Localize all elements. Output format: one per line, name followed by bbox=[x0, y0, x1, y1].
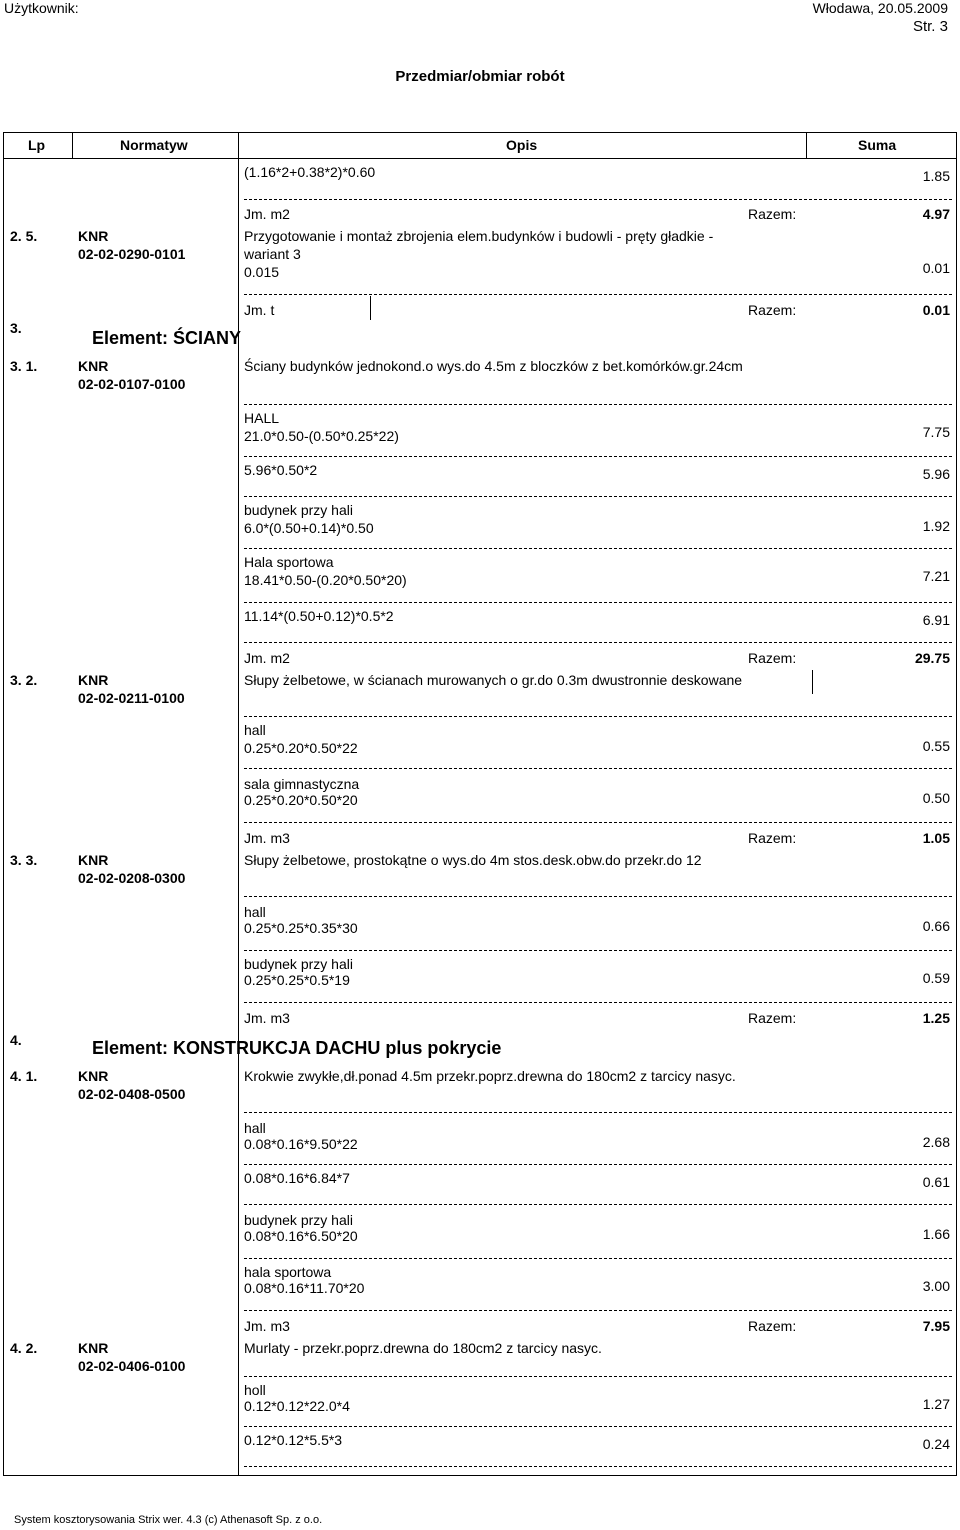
item-value: 0.01 bbox=[922, 260, 950, 276]
position-description-cont: wariant 3 bbox=[244, 246, 301, 262]
row-separator bbox=[244, 768, 952, 769]
position-knr: KNR bbox=[78, 228, 109, 244]
unit: Jm. m3 bbox=[244, 1318, 290, 1334]
formula: 0.25*0.20*0.50*20 bbox=[244, 792, 358, 808]
item-value: 3.00 bbox=[922, 1278, 950, 1294]
formula: 11.14*(0.50+0.12)*0.5*2 bbox=[244, 608, 394, 624]
position-knr: KNR bbox=[78, 358, 109, 374]
item-value: 1.92 bbox=[922, 518, 950, 534]
item-value: 7.21 bbox=[922, 568, 950, 584]
position-lp: 3. 2. bbox=[10, 672, 38, 688]
page-title: Przedmiar/obmiar robót bbox=[395, 68, 565, 85]
position-knr: KNR bbox=[78, 1340, 109, 1356]
item-value: 0.50 bbox=[922, 790, 950, 806]
total-value: 7.95 bbox=[922, 1318, 950, 1334]
total-value: 29.75 bbox=[914, 650, 950, 666]
formula: 0.08*0.16*11.70*20 bbox=[244, 1280, 365, 1296]
element-title: Element: KONSTRUKCJA DACHU plus pokrycie bbox=[92, 1038, 502, 1058]
item-value: 2.68 bbox=[922, 1134, 950, 1150]
formula: 18.41*0.50-(0.20*0.50*20) bbox=[244, 572, 407, 588]
row-separator bbox=[244, 602, 952, 603]
item-label: budynek przy hali bbox=[244, 956, 353, 972]
total-value: 1.25 bbox=[922, 1010, 950, 1026]
item-value: 0.66 bbox=[922, 918, 950, 934]
item-label: Hala sportowa bbox=[244, 554, 334, 570]
unit: Jm. m2 bbox=[244, 650, 290, 666]
item-value: 0.24 bbox=[922, 1436, 950, 1452]
formula: 0.08*0.16*9.50*22 bbox=[244, 1136, 358, 1152]
razem-label: Razem: bbox=[748, 302, 797, 318]
item-label: holl bbox=[244, 1382, 266, 1398]
table-right-border bbox=[956, 132, 957, 1476]
table-bottom-border bbox=[3, 1475, 957, 1476]
position-lp: 2. 5. bbox=[10, 228, 38, 244]
unit-divider bbox=[370, 296, 371, 320]
element-title: Element: ŚCIANY bbox=[92, 328, 242, 348]
row-separator bbox=[244, 1466, 952, 1467]
formula: 0.25*0.25*0.5*19 bbox=[244, 972, 350, 988]
page-number: Str. 3 bbox=[912, 18, 948, 35]
formula: 5.96*0.50*2 bbox=[244, 462, 318, 478]
item-value: 1.66 bbox=[922, 1226, 950, 1242]
razem-label: Razem: bbox=[748, 650, 797, 666]
header-lp: Lp bbox=[28, 137, 46, 153]
table-left-border bbox=[3, 132, 4, 1476]
position-description: Murlaty - przekr.poprz.drewna do 180cm2 z tarcicy nasyc. bbox=[244, 1340, 602, 1356]
formula: 0.12*0.12*5.5*3 bbox=[244, 1432, 343, 1448]
formula: 21.0*0.50-(0.50*0.25*22) bbox=[244, 428, 399, 444]
formula: (1.16*2+0.38*2)*0.60 bbox=[244, 164, 376, 180]
footer-text: System kosztorysowania Strix wer. 4.3 (c) Athenasoft Sp. z o.o. bbox=[14, 1514, 323, 1526]
razem-label: Razem: bbox=[748, 830, 797, 846]
formula: 0.12*0.12*22.0*4 bbox=[244, 1398, 350, 1414]
row-separator bbox=[244, 496, 952, 497]
position-description: Ściany budynków jednokond.o wys.do 4.5m z bloczków z bet.komórków.gr.24cm bbox=[244, 358, 743, 374]
item-value: 1.85 bbox=[922, 168, 950, 184]
razem-label: Razem: bbox=[748, 206, 797, 222]
row-separator bbox=[244, 548, 952, 549]
item-label: hall bbox=[244, 722, 266, 738]
position-code: 02-02-0290-0101 bbox=[78, 246, 186, 262]
position-description: Słupy żelbetowe, prostokątne o wys.do 4m stos.desk.obw.do przekr.do 12 bbox=[244, 852, 702, 868]
col-divider bbox=[72, 132, 73, 158]
formula: 0.015 bbox=[244, 264, 280, 280]
total-value: 4.97 bbox=[922, 206, 950, 222]
item-label: sala gimnastyczna bbox=[244, 776, 360, 792]
item-value: 1.27 bbox=[922, 1396, 950, 1412]
item-value: 6.91 bbox=[922, 612, 950, 628]
row-separator bbox=[244, 1112, 952, 1113]
row-separator bbox=[244, 404, 952, 405]
item-label: hall bbox=[244, 1120, 266, 1136]
position-code: 02-02-0208-0300 bbox=[78, 870, 186, 886]
row-separator bbox=[244, 1204, 952, 1205]
item-value: 0.61 bbox=[922, 1174, 950, 1190]
table-header-border bbox=[3, 158, 957, 159]
position-knr: KNR bbox=[78, 1068, 109, 1084]
position-code: 02-02-0211-0100 bbox=[78, 690, 185, 706]
row-separator bbox=[244, 1426, 952, 1427]
header-opis: Opis bbox=[506, 137, 538, 153]
formula: 0.08*0.16*6.84*7 bbox=[244, 1170, 350, 1186]
total-value: 1.05 bbox=[922, 830, 950, 846]
col-divider bbox=[806, 132, 807, 158]
row-separator bbox=[244, 1310, 952, 1311]
unit: Jm. m3 bbox=[244, 830, 290, 846]
formula: 0.25*0.20*0.50*22 bbox=[244, 740, 358, 756]
formula: 0.08*0.16*6.50*20 bbox=[244, 1228, 358, 1244]
position-lp: 3. 1. bbox=[10, 358, 38, 374]
formula: 0.25*0.25*0.35*30 bbox=[244, 920, 358, 936]
unit: Jm. m2 bbox=[244, 206, 290, 222]
position-code: 02-02-0408-0500 bbox=[78, 1086, 186, 1102]
position-lp: 3. 3. bbox=[10, 852, 38, 868]
user-label: Użytkownik: bbox=[4, 0, 79, 16]
position-code: 02-02-0107-0100 bbox=[78, 376, 186, 392]
item-value: 0.59 bbox=[922, 970, 950, 986]
position-description: Przygotowanie i montaż zbrojenia elem.budynków i budowli - pręty gładkie - bbox=[244, 228, 714, 244]
position-description: Krokwie zwykłe,dł.ponad 4.5m przekr.poprz.drewna do 180cm2 z tarcicy nasyc. bbox=[244, 1068, 736, 1084]
row-separator bbox=[244, 716, 952, 717]
position-lp: 4. 2. bbox=[10, 1340, 38, 1356]
item-label: hall bbox=[244, 904, 266, 920]
total-value: 0.01 bbox=[922, 302, 950, 318]
position-code: 02-02-0406-0100 bbox=[78, 1358, 186, 1374]
header-suma: Suma bbox=[858, 137, 897, 153]
row-separator bbox=[244, 822, 952, 823]
table-top-border bbox=[3, 132, 957, 133]
desc-right-divider bbox=[812, 670, 813, 694]
row-separator bbox=[244, 1002, 952, 1003]
item-value: 5.96 bbox=[922, 466, 950, 482]
row-separator bbox=[244, 294, 952, 295]
element-number: 4. bbox=[10, 1032, 22, 1048]
unit: Jm. t bbox=[244, 302, 275, 318]
razem-label: Razem: bbox=[748, 1318, 797, 1334]
row-separator bbox=[244, 896, 952, 897]
item-label: HALL bbox=[244, 410, 280, 426]
element-number: 3. bbox=[10, 320, 22, 336]
item-value: 7.75 bbox=[922, 424, 950, 440]
formula: 6.0*(0.50+0.14)*0.50 bbox=[244, 520, 374, 536]
row-separator bbox=[244, 1258, 952, 1259]
position-knr: KNR bbox=[78, 852, 109, 868]
position-lp: 4. 1. bbox=[10, 1068, 38, 1084]
position-knr: KNR bbox=[78, 672, 109, 688]
place-date: Włodawa, 20.05.2009 bbox=[812, 0, 948, 16]
item-label: hala sportowa bbox=[244, 1264, 332, 1280]
row-separator bbox=[244, 950, 952, 951]
item-label: budynek przy hali bbox=[244, 1212, 353, 1228]
header-normatyw: Normatyw bbox=[120, 137, 188, 153]
row-separator bbox=[244, 642, 952, 643]
unit: Jm. m3 bbox=[244, 1010, 290, 1026]
razem-label: Razem: bbox=[748, 1010, 797, 1026]
position-description: Słupy żelbetowe, w ścianach murowanych o gr.do 0.3m dwustronnie deskowane bbox=[244, 672, 743, 688]
row-separator bbox=[244, 1164, 952, 1165]
row-separator bbox=[244, 199, 952, 200]
item-value: 0.55 bbox=[922, 738, 950, 754]
item-label: budynek przy hali bbox=[244, 502, 353, 518]
row-separator bbox=[244, 1376, 952, 1377]
row-separator bbox=[244, 456, 952, 457]
